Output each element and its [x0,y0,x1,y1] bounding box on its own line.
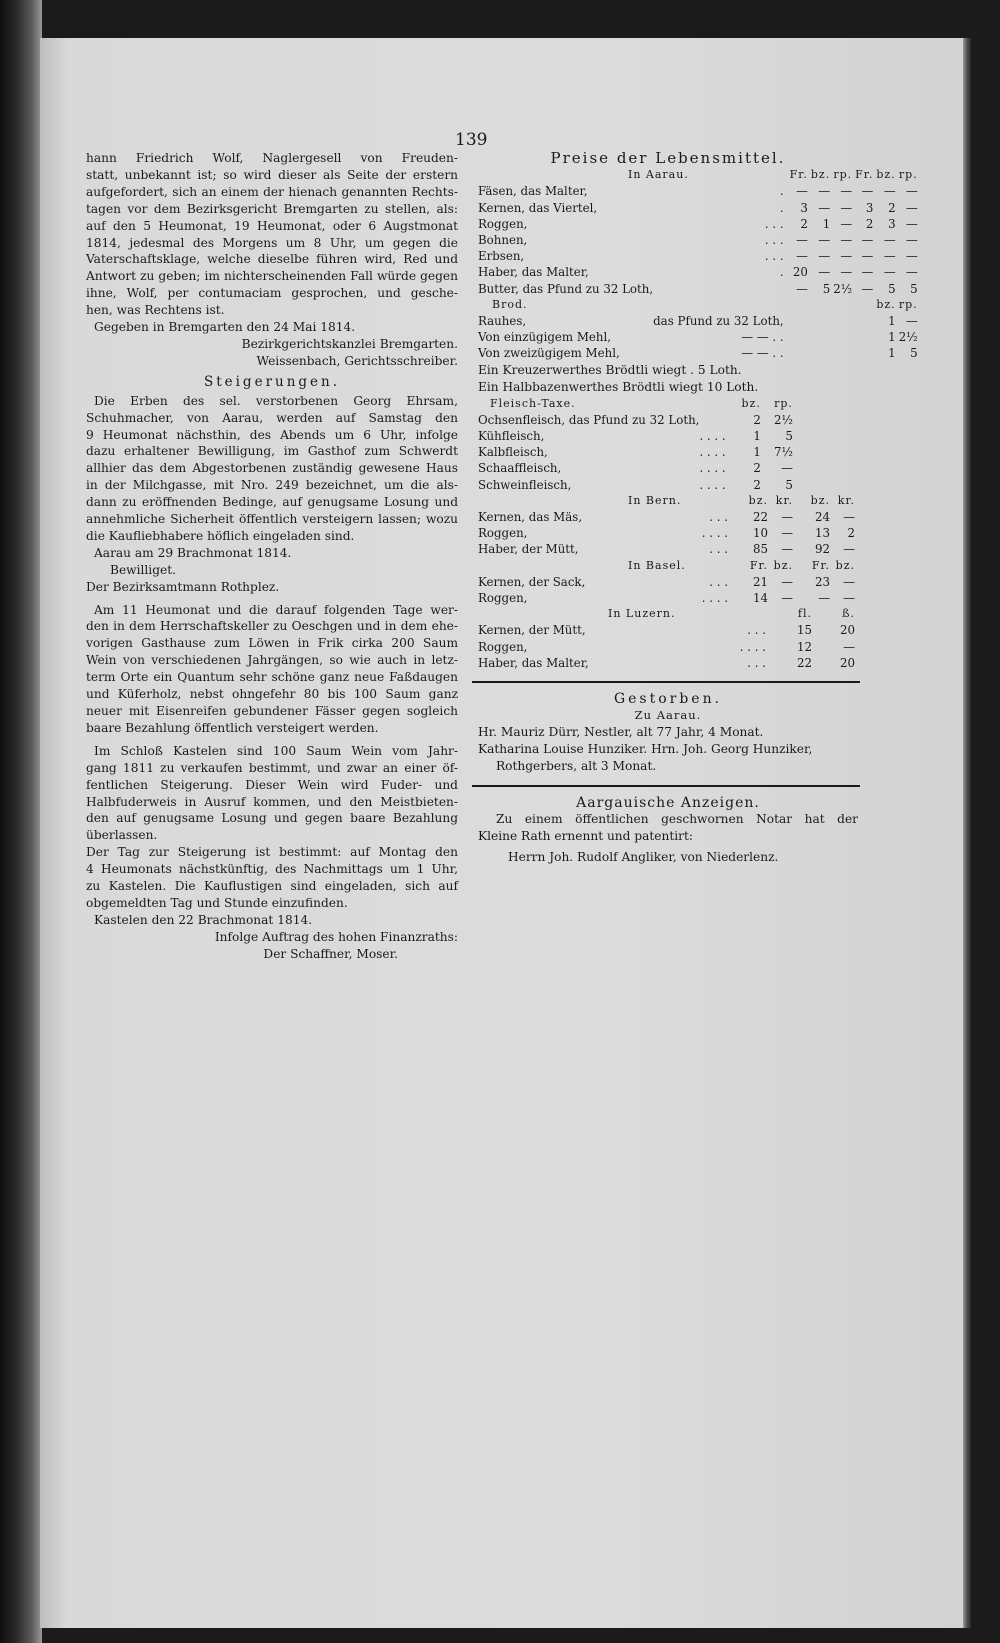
text-line: hen, was Rechtens ist. [86,303,225,318]
empty-cell [811,329,833,345]
price-value: — [796,281,808,296]
empty-cell [833,329,855,345]
price-value: 1 [888,346,896,361]
price-value: — [905,233,918,248]
price-value: 5 [822,281,831,296]
price-value: 2 [888,200,896,215]
schaffner-signer: Der Schaffner, Moser. [263,946,398,961]
price-value: 14 [752,591,768,606]
price-label: Haber, das Malter, [478,655,589,670]
price-dots: — — . . [741,346,784,361]
order-line: Infolge Auftrag des hohen Finanzraths: [214,929,458,944]
price-value: — [796,233,808,248]
bern-head-bz: bz. [748,493,768,507]
price-dots [699,412,731,428]
price-value: 12 [796,639,812,654]
text-line: baare Bezahlung öffentlich versteigert werden. [86,720,379,735]
price-value: 5 [785,429,793,444]
empty-cell [833,345,855,361]
price-value: — [796,184,808,199]
bern-head-bz-2: bz. [810,493,830,507]
price-value: 1 [753,445,761,460]
notice-wolf [86,150,458,319]
head-fr-2: Fr. [855,168,874,182]
text-line: 9 Heumonat nächsthin, des Abends um 6 Uhr, infolge [86,427,458,442]
price-dots: . . . [747,623,766,638]
text-line: Wein von verschiedenen Jahrgängen, so wie auch in letz- [86,653,458,668]
price-value: — [818,184,831,199]
price-label: Haber, das Malter, [478,265,589,280]
brod-note: Ein Kreuzerwerthes Brödtli wiegt . 5 Loth. [478,362,742,377]
price-value: — [883,265,896,280]
price-row [478,183,921,199]
price-value: — [781,510,793,525]
price-value: 2 [865,216,874,231]
text-line: den in dem Herrschaftskeller zu Oeschgen und in dem ehe- [86,619,458,634]
pad-cell [796,412,858,428]
price-value: — [861,249,874,264]
text-line: dann zu eröffnenden Bedinge, auf genugsame Losung und [86,495,458,510]
section-rule-2 [472,785,860,787]
price-value: 2 [847,526,855,541]
empty-cell [790,329,811,345]
price-value: 2 [753,477,761,492]
text-line: Der Tag zur Steigerung ist bestimmt: auf Montag den [86,845,458,860]
price-dots: . . . [764,233,784,248]
notice-kastelen [86,743,458,844]
notice-kastelen-date [86,844,458,912]
price-label: Kernen, der Sack, [478,574,586,589]
pad-cell [796,428,858,444]
price-value: 10 [752,526,768,541]
price-label: Fäsen, das Malter, [478,184,588,199]
head-bz-2: bz. [876,168,896,182]
price-row [478,264,921,280]
price-value: 5 [910,281,918,296]
price-label: Schweinfleisch, [478,477,572,492]
luzern-head: In Luzern. [608,607,676,621]
empty-cell [790,313,811,329]
price-row [478,428,858,444]
basel-head-bz-2: bz. [835,558,855,572]
text-line: den auf genugsame Losung und gegen baare Bezahlung [86,811,458,826]
price-value: — [843,510,855,525]
price-value: — [905,314,918,329]
text-line: aufgefordert, sich an einem der hienach genannten Rechts- [86,184,458,199]
price-value: — [843,591,855,606]
notary-name: Herrn Joh. Rudolf Angliker, von Niederlenz. [508,849,779,864]
brod-note: Ein Halbbazenwerthes Brödtli wiegt 10 Loth. [478,379,759,394]
price-dots: . [779,184,784,199]
price-dots: . . . . [699,461,726,476]
text-line: Halbfuderweis in Ausruf kommen, und den Meistbieten- [86,794,458,809]
approved-line: Bewilliget. [110,562,176,577]
left-column [86,150,458,963]
price-value: 22 [752,510,768,525]
notice-oeschgen [86,602,458,737]
price-dots: . . . . [701,526,728,541]
price-row [478,216,921,232]
price-label: Kernen, das Mäs, [478,510,583,525]
price-row [478,412,858,428]
price-label: Schaaffleisch, [478,461,562,476]
luzern-head-s: ß. [842,607,855,621]
price-value: 3 [888,216,896,231]
text-line: annehmliche Sicherheit öffentlich versteigern lassen; wozu [86,512,458,527]
text-line: tagen vor dem Bezirksgericht Bremgarten zu stellen, als: [86,201,458,216]
price-value: — [883,233,896,248]
empty-cell [811,313,833,329]
price-value: 23 [814,574,830,589]
price-row [478,460,858,476]
text-line: Im Schloß Kastelen sind 100 Saum Wein vom Jahr- [94,743,458,758]
meat-table [478,396,858,493]
aarau-date: Aarau am 29 Brachmonat 1814. [94,545,292,560]
approver-line: Der Bezirksamtmann Rothplez. [86,579,280,594]
price-label: Rauhes, [478,314,527,329]
price-row [478,281,921,297]
head-fr: Fr. [789,168,808,182]
text-line: term Orte ein Quantum sehr schöne ganz neue Faßdaugen [86,670,458,685]
pad-cell [796,477,858,493]
price-value: — [861,281,874,296]
price-label: Haber, der Mütt, [478,542,579,557]
price-value: — [818,265,831,280]
text-line: überlassen. [86,828,158,843]
bern-head-kr: kr. [775,493,793,507]
empty-cell [855,313,876,329]
price-row [478,248,921,264]
price-dots: . [779,200,784,215]
price-value: — [818,591,830,606]
price-value: — [781,461,793,476]
price-value: — [905,249,918,264]
price-dots: . . . [709,510,728,525]
price-value: — [818,200,831,215]
price-dots: . . . . [699,429,726,444]
price-value: 2½ [773,412,793,427]
death-entry: Hr. Mauriz Dürr, Nestler, alt 77 Jahr, 4 Monat. [478,724,764,739]
price-value: — [840,265,853,280]
heading-steigerungen: Steigerungen. [203,373,341,390]
text-line: fentlichen Steigerung. Dieser Wein wird Fuder- und [86,777,458,792]
book-binding [0,0,42,1643]
empty-cell [855,345,876,361]
price-value: — [843,542,855,557]
price-value: 7½ [773,445,793,460]
price-label: Von einzügigem Mehl, [478,330,612,345]
price-row [478,200,921,216]
price-value: 92 [814,542,830,557]
price-dots: . . . . [739,639,766,654]
text-line: gang 1811 zu verkaufen bestimmt, und zwar an einer öf- [86,760,458,775]
notice-ehrsam [86,393,458,545]
price-value: 2 [753,461,761,476]
brod-head-rp: rp. [898,297,918,311]
text-line: neuer mit Eisenreifen gebundener Fässer gegen sogleich [86,704,458,718]
price-label: Kalbfleisch, [478,445,548,460]
pad-cell [796,460,858,476]
meat-head-rp: rp. [774,396,793,410]
pad-cell [796,444,858,460]
price-label: Roggen, [478,216,528,231]
basel-head-bz: bz. [773,558,793,572]
price-value: — [781,526,793,541]
price-row [478,574,858,590]
price-value: 13 [814,526,830,541]
aarau-head: In Aarau. [628,168,689,182]
price-row [478,232,921,248]
announcement-line: Kleine Rath ernennt und patentirt: [478,828,693,843]
text-line: allhier das dem Abgestorbenen zuständig gewesene Haus [86,461,458,476]
price-value: 2½ [833,281,853,296]
price-row [478,541,858,557]
price-value: — [840,233,853,248]
price-dots: . . . [764,249,784,264]
price-label: Roggen, [478,591,528,606]
price-label: Bohnen, [478,233,528,248]
text-line: obgemeldten Tag und Stunde einzufinden. [86,895,348,910]
price-dots: . . . . [701,591,728,606]
text-line: Vaterschaftsklage, welche dieselbe führen wird, Red und [86,252,458,267]
empty-cell [855,329,876,345]
price-label: Ochsenfleisch, das Pfund zu 32 Loth, [478,412,700,427]
text-line: 4 Heumonats nächstkünftig, des Nachmittags um 1 Uhr, [86,862,458,877]
price-value: 1 [888,330,896,345]
empty-cell [790,345,811,361]
price-row [478,509,858,525]
text-line: Die Erben des sel. verstorbenen Georg Ehrsam, [94,393,458,408]
price-value: — [905,184,918,199]
basel-head: In Basel. [628,558,686,572]
page-number: 139 [455,130,488,150]
bern-head: In Bern. [628,493,682,507]
text-line: Antwort zu geben; im nichterscheinenden Fall würde gegen [86,269,458,284]
price-value: 15 [796,623,812,638]
brod-notes [478,362,858,396]
right-column [478,149,918,866]
price-row [478,590,858,606]
prices-aarau-table [478,167,921,361]
price-value: — [840,184,853,199]
empty-cell [833,313,855,329]
price-row [478,313,921,329]
price-value: 5 [888,281,896,296]
price-value: 20 [839,623,855,638]
text-line: in der Milchgasse, mit Nro. 249 bezeichnet, um die als- [86,478,458,493]
price-value: — [840,200,853,215]
announcement-line: Zu einem öffentlichen geschwornen Notar hat der [496,811,858,826]
price-value: 20 [839,655,855,670]
price-value: — [843,574,855,589]
price-value: 3 [865,200,874,215]
luzern-head-fl: fl. [797,607,812,621]
price-value: 85 [752,542,768,557]
price-value: — [905,200,918,215]
text-line: Am 11 Heumonat und die darauf folgenden Tage wer- [94,602,458,617]
death-entry: Katharina Louise Hunziker. Hrn. Joh. Georg Hunziker, [478,741,813,756]
price-dots: . . . [747,655,766,670]
price-value: 2 [800,216,808,231]
head-rp: rp. [833,168,853,182]
head-rp-2: rp. [898,168,918,182]
court-office: Bezirkgerichtskanzlei Bremgarten. [241,336,458,351]
price-label: Kernen, das Viertel, [478,200,598,215]
given-line: Gegeben in Bremgarten den 24 Mai 1814. [94,320,356,335]
price-value: 2½ [898,330,918,345]
price-value: 1 [753,429,761,444]
price-dots: . . . . [699,477,726,492]
price-label: Roggen, [478,526,528,541]
price-dots [653,281,790,297]
kastelen-date: Kastelen den 22 Brachmonat 1814. [94,912,313,927]
head-bz: bz. [810,168,831,182]
text-line: und Küferholz, nebst ohngefehr 80 bis 100 Saum ganz [86,687,458,702]
deaths-list [478,724,858,775]
basel-table [478,558,858,607]
luzern-table [478,606,858,671]
death-entry: Rothgerbers, alt 3 Monat. [496,758,657,773]
price-value: — [861,265,874,280]
price-value: — [796,249,808,264]
price-row [478,622,858,638]
price-value: — [781,591,793,606]
price-value: — [861,233,874,248]
price-row [478,329,921,345]
text-line: Schuhmacher, von Aarau, werden auf Samstag den [86,410,458,425]
text-line: dazu erhaltener Bewilligung, im Gasthof zum Schwerdt [86,444,458,459]
text-line: auf den 5 Heumonat, 19 Heumonat, oder 6 Augstmonat [86,218,458,233]
text-line: 1814, jedesmal des Morgens um 8 Uhr, um gegen die [86,235,458,250]
price-value: — [843,639,855,654]
price-value: — [781,574,793,589]
price-value: 3 [800,200,808,215]
price-dots: . . . . [699,445,726,460]
price-value: — [861,184,874,199]
price-dots: . . . [764,216,784,231]
text-line: statt, unbekannt ist; so wird dieser als Seite der erstern [86,167,458,182]
price-row [478,655,858,671]
meat-head: Fleisch-Taxe. [490,396,576,410]
price-value: — [883,184,896,199]
court-signer: Weissenbach, Gerichtsschreiber. [256,353,458,368]
price-row [478,639,858,655]
price-label: Kühfleisch, [478,429,545,444]
price-value: 24 [814,510,830,525]
page-edge [963,38,971,1628]
price-value: 2 [753,412,761,427]
section-rule [472,681,860,683]
price-dots: . . . [709,542,728,557]
price-label: Butter, das Pfund zu 32 Loth, [478,281,654,296]
text-line: hann Friedrich Wolf, Naglergesell von Freuden- [86,151,458,165]
bern-head-kr-2: kr. [837,493,855,507]
price-value: 1 [822,216,831,231]
price-value: — [818,233,831,248]
deaths-title: Gestorben. [613,691,723,708]
announcements-text [478,811,858,845]
price-value: — [905,265,918,280]
text-line: die Kaufliebhabere höflich eingeladen sind. [86,528,355,543]
deaths-place: Zu Aarau. [634,708,702,723]
price-value: 1 [888,314,896,329]
meat-head-bz: bz. [741,396,761,410]
brod-head-bz: bz. [876,297,896,311]
price-row [478,345,921,361]
price-value: — [818,249,831,264]
price-value: — [781,542,793,557]
empty-cell [811,345,833,361]
text-line: ihne, Wolf, per contumaciam gesprochen, und gesche- [86,286,458,301]
price-dots: . . . [709,574,728,589]
basel-head-fr: Fr. [749,558,768,572]
price-value: 5 [785,477,793,492]
price-value: — [905,216,918,231]
announcements-title: Aargauische Anzeigen. [576,794,760,811]
brod-head: Brod. [492,297,528,311]
price-label: Von zweizügigem Mehl, [478,346,620,361]
bern-table [478,493,858,558]
basel-head-fr-2: Fr. [811,558,830,572]
price-dots: — — . . [741,330,784,345]
price-label: Roggen, [478,639,528,654]
price-label: Erbsen, [478,249,525,264]
price-value: 22 [796,655,812,670]
price-row [478,477,858,493]
price-row [478,525,858,541]
price-label: Kernen, der Mütt, [478,623,586,638]
price-value: 21 [752,574,768,589]
price-value: — [840,249,853,264]
text-line: vorigen Gasthause zum Löwen in Frik cirka 200 Saum [86,636,458,651]
price-value: — [883,249,896,264]
price-value: — [840,216,853,231]
price-dots: . [779,265,784,280]
price-value: 20 [792,265,808,280]
price-row [478,444,858,460]
prices-title: Preise der Lebensmittel. [550,149,786,167]
text-line: zu Kastelen. Die Kauflustigen sind eingeladen, sich auf [86,879,458,894]
price-value: 5 [910,346,918,361]
price-dots: das Pfund zu 32 Loth, [653,314,784,329]
